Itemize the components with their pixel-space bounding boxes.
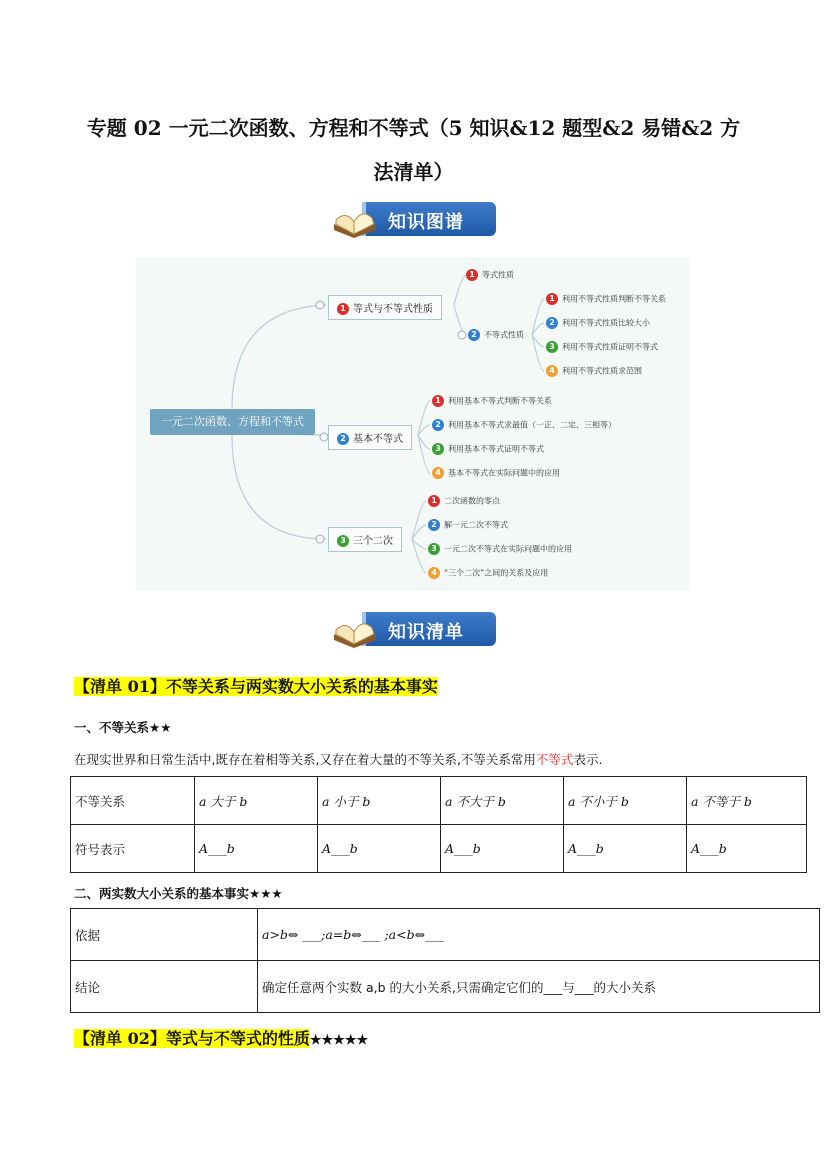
- table-row: [71, 961, 820, 1013]
- leaf-item: [546, 341, 658, 353]
- leaf-label: 解一元二次不等式: [444, 520, 508, 530]
- table-cell: a 不大于 b: [441, 777, 564, 825]
- num-badge: 4: [546, 365, 558, 377]
- table-cell: A___b: [441, 825, 564, 873]
- leaf-label: 基本不等式在实际问题中的应用: [448, 468, 560, 478]
- num-badge: 2: [432, 419, 444, 431]
- table-cell: 不等关系: [71, 777, 195, 825]
- banner-knowledge-list: [332, 608, 494, 650]
- book-icon: [332, 614, 378, 648]
- table-cell: A___b: [318, 825, 441, 873]
- table-cell: 依据: [71, 909, 258, 961]
- num-badge: 1: [432, 395, 444, 407]
- branch-label: 三个二次: [353, 536, 393, 547]
- table-cell: a 小于 b: [318, 777, 441, 825]
- node-equality-properties: [466, 269, 514, 281]
- leaf-label: 利用基本不等式判断不等关系: [448, 396, 552, 406]
- list-tag: 【清单 01】: [74, 677, 166, 696]
- table-cell: a 不等于 b: [687, 777, 807, 825]
- node-inequality-properties: [468, 329, 524, 341]
- branch-equality-inequality-properties: [328, 295, 442, 320]
- num-badge: 2: [468, 329, 480, 341]
- section-1-heading: [74, 718, 171, 736]
- list-title: 不等关系与两实数大小关系的基本事实: [165, 677, 438, 696]
- num-badge: 3: [337, 535, 349, 547]
- leaf-item: [432, 419, 616, 431]
- leaf-item: [432, 467, 560, 479]
- table-inequality-relations: [70, 776, 807, 873]
- table-row: [71, 777, 807, 825]
- num-badge: 4: [432, 467, 444, 479]
- node-label: 等式性质: [482, 270, 514, 280]
- leaf-label: 利用不等式性质比较大小: [562, 318, 650, 328]
- list-tag: 【清单 02】: [74, 1029, 166, 1048]
- page-title: [60, 106, 767, 194]
- table-cell: a>b⇔ ___;a=b⇔___ ;a<b⇔___: [258, 909, 820, 961]
- book-icon: [332, 204, 378, 238]
- para-text-end: 表示.: [573, 752, 603, 767]
- table-cell: A___b: [195, 825, 318, 873]
- num-badge: 1: [546, 293, 558, 305]
- num-badge: 3: [432, 443, 444, 455]
- list-02-heading: [74, 1026, 368, 1049]
- leaf-label: “三个二次”之间的关系及应用: [444, 568, 549, 578]
- stars-rating: ★★: [149, 720, 172, 735]
- list-01-heading: [74, 674, 438, 697]
- leaf-label: 利用基本不等式证明不等式: [448, 444, 544, 454]
- para-red-text: 不等式: [535, 752, 574, 767]
- node-label: 不等式性质: [484, 330, 524, 340]
- num-badge: 2: [337, 433, 349, 445]
- table-cell: a 不小于 b: [564, 777, 687, 825]
- num-badge: 1: [337, 303, 349, 315]
- leaf-item: [546, 317, 650, 329]
- table-cell: 结论: [71, 961, 258, 1013]
- branch-label: 基本不等式: [353, 434, 403, 445]
- leaf-item: [428, 495, 500, 507]
- leaf-label: 一元二次不等式在实际问题中的应用: [444, 544, 572, 554]
- branch-basic-inequality: [328, 425, 412, 450]
- num-badge: 2: [428, 519, 440, 531]
- table-cell: 确定任意两个实数 a,b 的大小关系,只需确定它们的___与___的大小关系: [258, 961, 820, 1013]
- banner-knowledge-map: [332, 198, 494, 240]
- leaf-label: 利用不等式性质求范围: [562, 366, 642, 376]
- mindmap-root: 一元二次函数、方程和不等式: [150, 409, 315, 435]
- leaf-item: [428, 567, 548, 579]
- leaf-label: 利用不等式性质判断不等关系: [562, 294, 666, 304]
- leaf-item: [546, 365, 642, 377]
- num-badge: 3: [546, 341, 558, 353]
- banner-label: 知识图谱: [388, 212, 464, 233]
- table-basic-facts: [70, 908, 820, 1013]
- table-row: [71, 909, 820, 961]
- title-line-2: 法清单）: [373, 160, 454, 184]
- table-row: [71, 825, 807, 873]
- table-cell: 符号表示: [71, 825, 195, 873]
- para-text: 在现实世界和日常生活中,既存在着相等关系,又存在着大量的不等关系,不等关系常用: [74, 752, 536, 767]
- num-badge: 1: [466, 269, 478, 281]
- leaf-item: [432, 443, 544, 455]
- stars-rating: ★★★★★: [309, 1033, 369, 1048]
- leaf-item: [428, 519, 508, 531]
- branch-three-quadratics: [328, 527, 402, 552]
- title-line-1: 专题 02 一元二次函数、方程和不等式（5 知识&12 题型&2 易错&2 方: [86, 116, 741, 140]
- section-title: 二、两实数大小关系的基本事实: [74, 886, 250, 901]
- leaf-item: [428, 543, 572, 555]
- banner-label: 知识清单: [388, 622, 464, 643]
- section-title: 一、不等关系: [74, 720, 150, 735]
- paragraph-intro: [74, 750, 602, 768]
- mindmap-diagram: [136, 257, 690, 591]
- table-cell: a 大于 b: [195, 777, 318, 825]
- num-badge: 3: [428, 543, 440, 555]
- list-title: 等式与不等式的性质: [165, 1029, 310, 1048]
- leaf-label: 利用不等式性质证明不等式: [562, 342, 658, 352]
- num-badge: 4: [428, 567, 440, 579]
- leaf-label: 二次函数的零点: [444, 496, 500, 506]
- section-2-heading: [74, 884, 283, 902]
- table-cell: A___b: [687, 825, 807, 873]
- table-cell: A___b: [564, 825, 687, 873]
- leaf-item: [432, 395, 552, 407]
- num-badge: 1: [428, 495, 440, 507]
- leaf-item: [546, 293, 666, 305]
- leaf-label: 利用基本不等式求最值（一正、二定、三相等）: [448, 420, 616, 430]
- num-badge: 2: [546, 317, 558, 329]
- branch-label: 等式与不等式性质: [353, 304, 433, 315]
- stars-rating: ★★★: [249, 886, 283, 901]
